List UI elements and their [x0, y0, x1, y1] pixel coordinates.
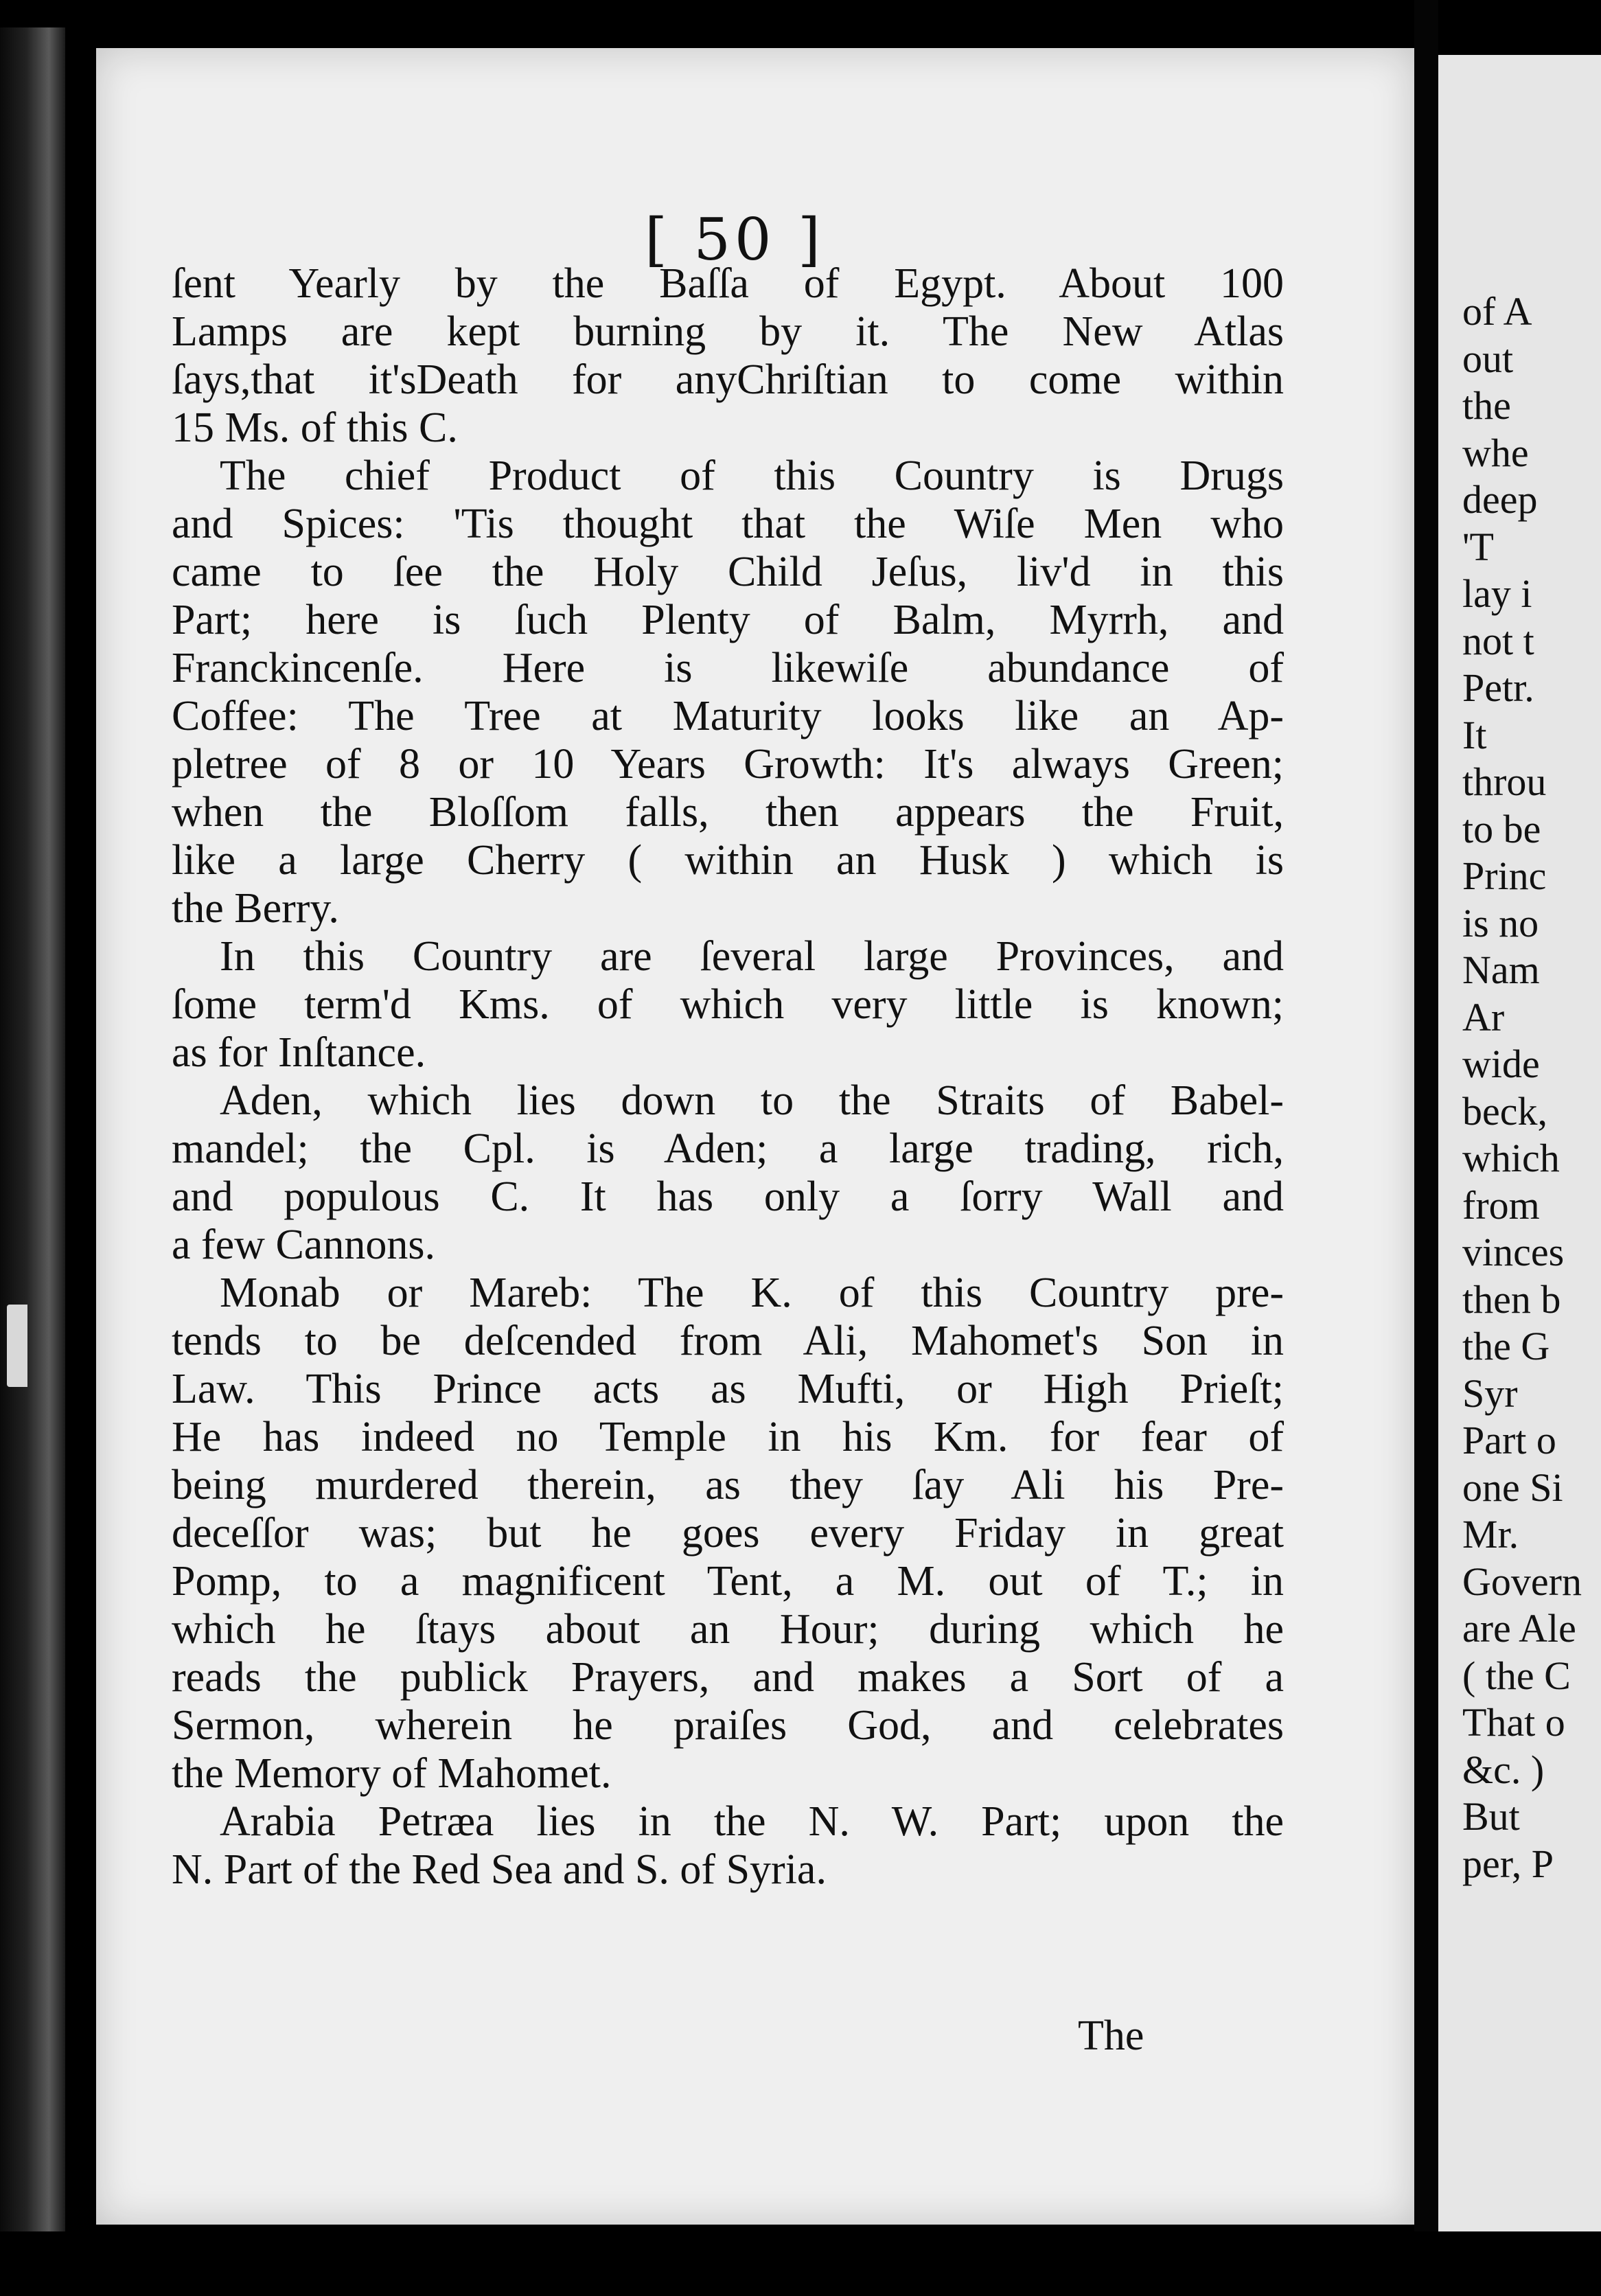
facing-text-line: the G: [1462, 1324, 1550, 1368]
text-line: being murdered therein, as they ſay Ali his Pre-: [172, 1462, 1284, 1508]
scan-bottom-border: [0, 2231, 1601, 2296]
text-line: deceſſor was; but he goes every Friday in great: [172, 1510, 1284, 1557]
facing-text-line: of A: [1462, 289, 1532, 334]
text-line: Law. This Prince acts as Mufti, or High Prieſt;: [172, 1366, 1284, 1412]
facing-text-line: throu: [1462, 759, 1547, 804]
text-line: Part; here is ſuch Plenty of Balm, Myrrh, and: [172, 597, 1284, 643]
facing-text-line: Syr: [1462, 1370, 1518, 1416]
facing-text-line: That o: [1462, 1700, 1565, 1745]
text-line: In this Country are ſeveral large Provinces, and: [220, 933, 1284, 980]
facing-text-line: the: [1462, 383, 1511, 428]
facing-text-line: whe: [1462, 430, 1529, 475]
text-line: mandel; the Cpl. is Aden; a large trading, rich,: [172, 1125, 1284, 1172]
facing-text-line: &c. ): [1462, 1747, 1545, 1792]
facing-text-line: Mr.: [1462, 1512, 1519, 1557]
text-line: Aden, which lies down to the Straits of Babel-: [220, 1077, 1284, 1124]
facing-text-line: out: [1462, 336, 1514, 381]
text-line: Sermon, wherein he praiſes God, and celebrates: [172, 1702, 1284, 1749]
text-line: and populous C. It has only a ſorry Wall and: [172, 1173, 1284, 1220]
facing-text-line: deep: [1462, 477, 1538, 522]
text-line: the Berry.: [172, 885, 339, 932]
text-line: tends to be deſcended from Ali, Mahomet's Son in: [172, 1318, 1284, 1364]
facing-text-line: is no: [1462, 900, 1539, 945]
facing-text-line: Ar: [1462, 994, 1505, 1040]
text-line: came to ſee the Holy Child Jeſus, liv'd in this: [172, 549, 1284, 595]
text-line: like a large Cherry ( within an Husk ) which is: [172, 837, 1284, 884]
page-tab: [7, 1305, 27, 1387]
facing-text-line: Petr.: [1462, 665, 1534, 710]
text-line: 15 Ms. of this C.: [172, 404, 458, 451]
facing-text-line: ( the C: [1462, 1653, 1571, 1698]
text-line: pletree of 8 or 10 Years Growth: It's always Green;: [172, 741, 1284, 788]
text-line: Franckincenſe. Here is likewiſe abundance of: [172, 645, 1284, 691]
text-line: Arabia Petræa lies in the N. W. Part; upon the: [220, 1798, 1284, 1845]
text-line: He has indeed no Temple in his Km. for fear of: [172, 1414, 1284, 1460]
facing-text-line: per, P: [1462, 1841, 1554, 1886]
facing-text-line: which: [1462, 1136, 1560, 1180]
facing-text-line: from: [1462, 1182, 1540, 1228]
facing-text-line: lay i: [1462, 571, 1532, 616]
facing-text-line: It: [1462, 712, 1487, 757]
facing-text-line: Nam: [1462, 948, 1540, 992]
facing-text-line: to be: [1462, 806, 1541, 851]
text-line: a few Cannons.: [172, 1221, 435, 1268]
facing-text-line: vinces: [1462, 1230, 1565, 1274]
facing-text-line: Princ: [1462, 853, 1547, 898]
text-line: ſent Yearly by the Baſſa of Egypt. About 100: [172, 260, 1284, 307]
text-line: the Memory of Mahomet.: [172, 1750, 612, 1797]
text-line: N. Part of the Red Sea and S. of Syria.: [172, 1846, 827, 1893]
body-text: [172, 260, 1284, 1894]
catch-word: The: [1078, 2012, 1144, 2059]
text-line: Coffee: The Tree at Maturity looks like an Ap-: [172, 693, 1284, 739]
facing-text-line: are Ale: [1462, 1606, 1576, 1651]
text-line: ſays,that it'sDeath for anyChriſtian to come within: [172, 356, 1284, 403]
facing-text-line: 'T: [1462, 524, 1494, 569]
text-line: when the Bloſſom falls, then appears the Fruit,: [172, 789, 1284, 836]
facing-text-line: Part o: [1462, 1418, 1556, 1462]
facing-text-line: not t: [1462, 618, 1534, 663]
text-line: Pomp, to a magnificent Tent, a M. out of T.; in: [172, 1558, 1284, 1605]
facing-text-line: then b: [1462, 1276, 1561, 1322]
facing-page-text: [1462, 288, 1601, 1887]
text-line: and Spices: 'Tis thought that the Wiſe Men who: [172, 501, 1284, 547]
book-gutter: [1414, 0, 1438, 2296]
facing-text-line: wide: [1462, 1042, 1540, 1086]
text-line: ſome term'd Kms. of which very little is known;: [172, 981, 1284, 1028]
facing-text-line: one Si: [1462, 1465, 1563, 1510]
text-line: which he ſtays about an Hour; during which he: [172, 1606, 1284, 1653]
previous-page-edge: [0, 27, 65, 2252]
text-line: reads the publick Prayers, and makes a Sort of a: [172, 1654, 1284, 1701]
facing-text-line: But: [1462, 1794, 1520, 1839]
text-line: The chief Product of this Country is Drugs: [220, 452, 1284, 499]
text-line: Monab or Mareb: The K. of this Country pre-: [220, 1270, 1284, 1316]
text-line: Lamps are kept burning by it. The New Atlas: [172, 308, 1284, 355]
facing-text-line: beck,: [1462, 1088, 1547, 1134]
text-line: as for Inſtance.: [172, 1029, 426, 1076]
facing-text-line: Govern: [1462, 1559, 1582, 1604]
page-number: [ 50 ]: [645, 206, 825, 273]
